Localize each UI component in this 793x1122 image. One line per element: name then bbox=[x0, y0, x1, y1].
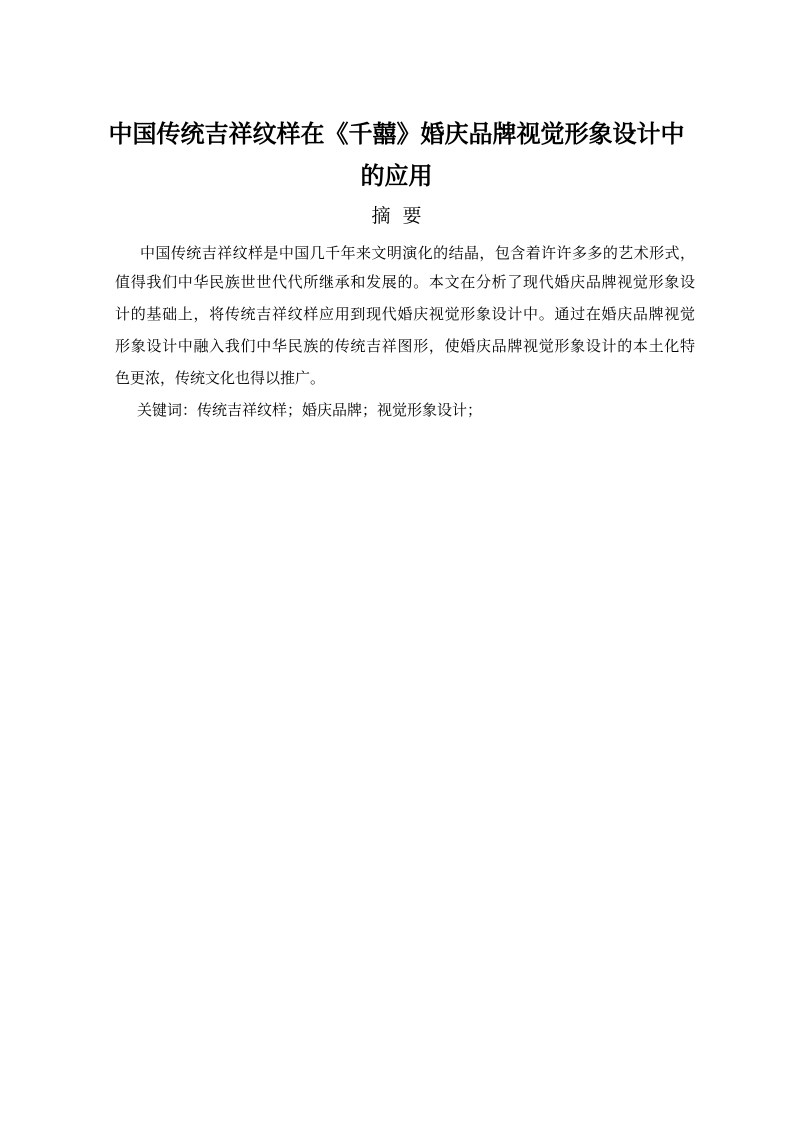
abstract-line-3: 计的基础上，将传统吉祥纹样应用到现代婚庆视觉形象设计中。通过在婚庆品牌视觉 bbox=[115, 305, 695, 323]
keywords-text: 传统吉祥纹样；婚庆品牌；视觉形象设计； bbox=[197, 401, 483, 419]
abstract-line-4: 形象设计中融入我们中华民族的传统吉祥图形，使婚庆品牌视觉形象设计的本土化特 bbox=[115, 337, 695, 355]
title-line-2: 的应用 bbox=[360, 162, 433, 190]
abstract-line-5: 色更浓，传统文化也得以推广。 bbox=[115, 369, 326, 387]
abstract-line-2: 值得我们中华民族世世代代所继承和发展的。本文在分析了现代婚庆品牌视觉形象设 bbox=[115, 273, 695, 291]
abstract-heading: 摘要 bbox=[371, 205, 434, 227]
title-line-1: 中国传统吉祥纹样在《千囍》婚庆品牌视觉形象设计中 bbox=[108, 120, 685, 148]
keywords-line bbox=[137, 400, 482, 420]
abstract-line-1: 中国传统吉祥纹样是中国几千年来文明演化的结晶，包含着许许多多的艺术形式， bbox=[140, 244, 695, 262]
keywords-label: 关键词： bbox=[137, 401, 198, 419]
